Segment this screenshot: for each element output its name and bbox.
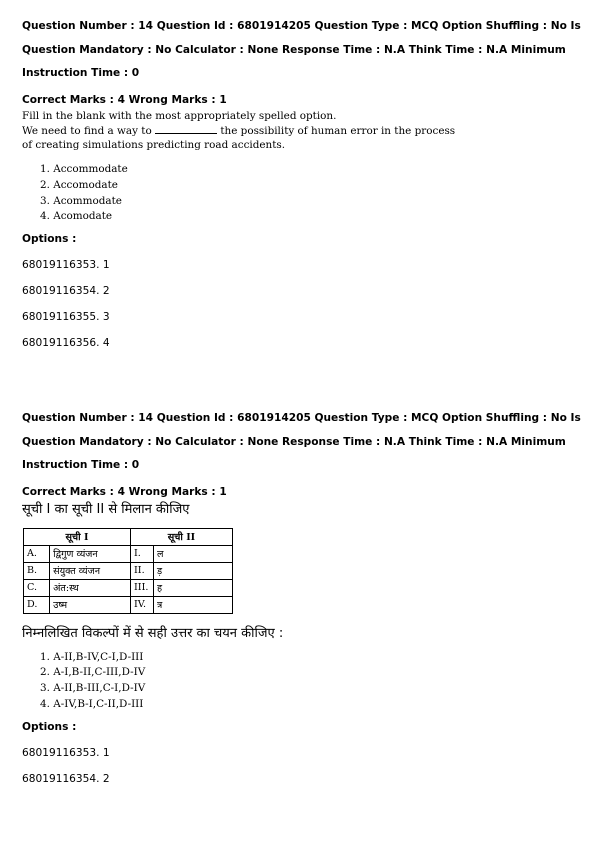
- option-item: 68019116353. 1: [22, 259, 110, 272]
- question-meta-line-1: Question Number : 14 Question Id : 6801914205 Question Type : MCQ Option Shuffling : No Is: [22, 412, 581, 424]
- options-label: Options :: [22, 233, 77, 246]
- table-cell: संयुक्त व्यंजन: [50, 562, 131, 579]
- sentence-pre: We need to find a way to: [22, 125, 152, 137]
- answer-choice: 4. A-IV,B-I,C-II,D-III: [40, 697, 144, 710]
- marks-line: Correct Marks : 4 Wrong Marks : 1: [22, 485, 227, 498]
- question-block-2: [22, 412, 581, 799]
- fill-blank: [155, 123, 217, 134]
- answer-choice: 2. Accomodate: [40, 178, 118, 191]
- option-item: 68019116353. 1: [22, 746, 110, 759]
- table-cell: त्र: [154, 596, 233, 613]
- table-cell: ह: [154, 579, 233, 596]
- options-label: Options :: [22, 720, 77, 733]
- table-cell: II.: [131, 562, 154, 579]
- answer-choice: 4. Acomodate: [40, 210, 113, 223]
- answer-choice: 1. A-II,B-IV,C-I,D-III: [40, 650, 144, 663]
- match-table: [23, 528, 233, 614]
- question-sentence-line-2: of creating simulations predicting road accidents.: [22, 138, 286, 151]
- table-header-row: [24, 528, 233, 545]
- question-sentence: [22, 123, 577, 139]
- table-cell: अंत:स्थ: [50, 579, 131, 596]
- question-page: [22, 20, 581, 785]
- question-block-1: [22, 20, 581, 363]
- answer-choice: 1. Accommodate: [40, 163, 128, 175]
- table-cell: द्विगुण व्यंजन: [50, 545, 131, 562]
- table-cell: C.: [24, 579, 50, 596]
- answer-choices: [40, 650, 577, 713]
- table-cell: उष्म: [50, 596, 131, 613]
- option-item: 68019116355. 3: [22, 311, 110, 324]
- table-cell: III.: [131, 579, 154, 596]
- sentence-post: the possibility of human error in the process: [220, 125, 456, 137]
- question-meta-line-2: Question Mandatory : No Calculator : None Response Time : N.A Think Time : N.A Minimum: [22, 43, 566, 56]
- table-cell: D.: [24, 596, 50, 613]
- question-meta-line-3: Instruction Time : 0: [22, 459, 140, 471]
- table-row: [24, 579, 233, 596]
- answer-choice: 3. A-II,B-III,C-I,D-IV: [40, 682, 146, 695]
- table-cell: ड़: [154, 562, 233, 579]
- table-cell: ल: [154, 545, 233, 562]
- option-item: 68019116354. 2: [22, 285, 110, 298]
- question-instruction: Fill in the blank with the most appropriately spelled option.: [22, 109, 337, 122]
- select-instruction: निम्नलिखित विकल्पों में से सही उत्तर का चयन कीजिए :: [22, 625, 284, 641]
- table-cell: B.: [24, 562, 50, 579]
- table-header-list-2: सूची II: [131, 528, 233, 545]
- table-cell: IV.: [131, 596, 154, 613]
- question-meta-line-1: Question Number : 14 Question Id : 6801914205 Question Type : MCQ Option Shuffling : No Is: [22, 20, 581, 32]
- option-item: 68019116356. 4: [22, 337, 110, 350]
- answer-choices: [40, 162, 577, 225]
- question-meta-line-2: Question Mandatory : No Calculator : None Response Time : N.A Think Time : N.A Minimum: [22, 435, 566, 448]
- table-cell: I.: [131, 545, 154, 562]
- table-row: [24, 562, 233, 579]
- question-meta-line-3: Instruction Time : 0: [22, 67, 140, 79]
- table-row: [24, 596, 233, 613]
- table-cell: A.: [24, 545, 50, 562]
- answer-choice: 2. A-I,B-II,C-III,D-IV: [40, 666, 146, 679]
- answer-choice: 3. Acommodate: [40, 194, 122, 207]
- marks-line: Correct Marks : 4 Wrong Marks : 1: [22, 93, 227, 106]
- option-item: 68019116354. 2: [22, 772, 110, 785]
- table-header-list-1: सूची I: [24, 528, 131, 545]
- table-row: [24, 545, 233, 562]
- question-instruction: सूची I का सूची II से मिलान कीजिए: [22, 501, 190, 517]
